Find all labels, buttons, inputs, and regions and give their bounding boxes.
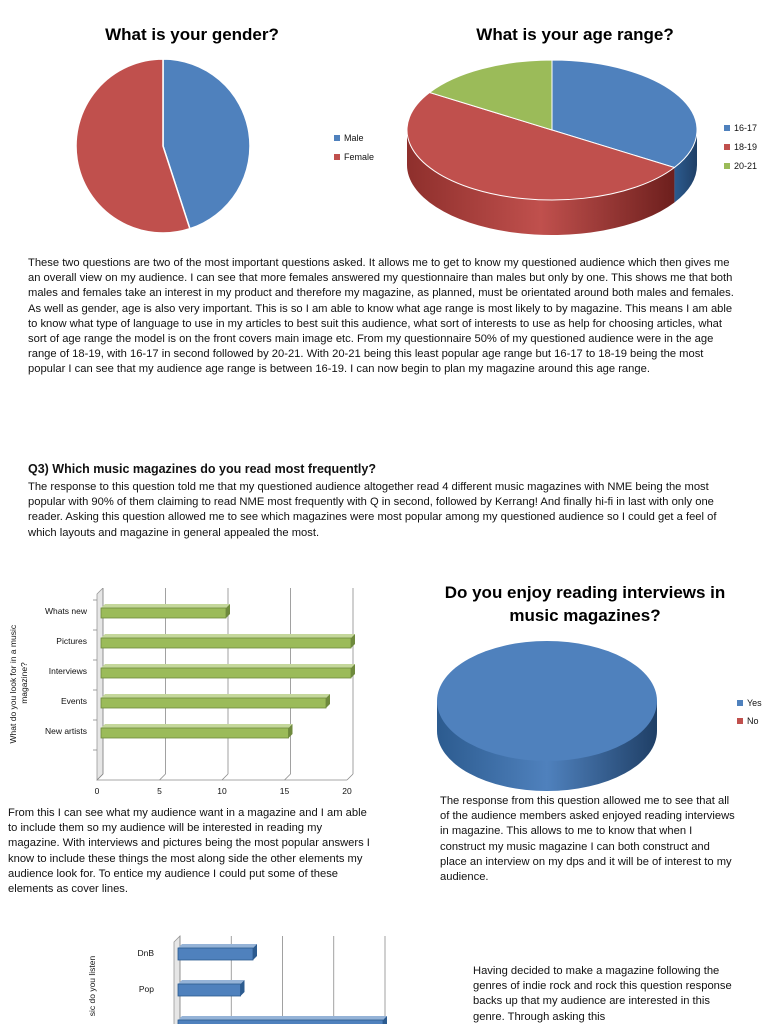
bar-genre-dnb [178, 948, 253, 960]
legend-label-18-19: 18-19 [734, 141, 758, 152]
pie-slice-yes [437, 641, 657, 761]
legend-item-16-17 [724, 118, 757, 137]
bar-top [101, 724, 293, 728]
interviews-legend [737, 694, 762, 730]
genre-axis-title: sic do you listen [87, 955, 97, 1017]
q3-body-paragraph: The response to this question told me that my questioned audience altogether read 4 different music magazines with NME being the most popular with 90% of them claiming to read NME most frequently with Q in second, followed by Kerrang! And finally hi-fi in last with only one reader. Asking this question allowed me to see which magazines were most popular among my questioned audience so I could get a feel of which layouts and magazine in general appealed the most. [28, 481, 717, 539]
category-label: DnB [137, 948, 154, 958]
age-16-17-swatch [724, 125, 730, 131]
age-18-19-swatch [724, 144, 730, 150]
category-label: Events [61, 696, 87, 706]
legend-item-male [334, 128, 374, 147]
gridline-floor [285, 774, 291, 780]
legend-label-no: No [747, 716, 759, 726]
legend-item-female [334, 147, 374, 166]
category-label: Whats new [44, 606, 87, 616]
gender-pie-chart [70, 55, 260, 240]
age-pie-chart [400, 55, 710, 240]
bar-top [101, 694, 330, 698]
look-for-axis-title-line1: What do you look for in a music [8, 624, 18, 744]
category-label: Interviews [48, 666, 87, 676]
interviews-title-line1: Do you enjoy reading interviews in [444, 583, 726, 602]
bar-interviews [101, 668, 351, 678]
gridline-floor [347, 774, 353, 780]
bar-top [178, 944, 257, 948]
x-tick-label: 5 [157, 786, 162, 796]
bar-genre-unlabeled [178, 1020, 383, 1024]
gender-chart-title: What is your gender? [105, 25, 279, 44]
genre-analysis-paragraph: Having decided to make a magazine following the genres of indie rock and rock this question response backs up that my audience are interested in this genre. Through asking this [473, 965, 732, 1023]
female-swatch [334, 154, 340, 160]
male-swatch [334, 135, 340, 141]
bar-top [101, 634, 355, 638]
bar-events [101, 698, 326, 708]
gridline-floor [222, 774, 228, 780]
age-legend [724, 118, 757, 175]
look-for-axis-title [8, 623, 29, 744]
legend-label-yes: Yes [747, 698, 762, 708]
interviews-analysis-paragraph: The response from this question allowed me to see that all of the audience members asked enjoyed reading interviews in magazine. This allows to me to know that when I construct my music magazine I can both construct and place an interview on my dps and it will be of interest to my audience. [440, 795, 735, 884]
look-for-bar-chart [0, 588, 380, 798]
legend-label-20-21: 20-21 [734, 160, 758, 171]
bar-top [178, 980, 245, 984]
legend-item-yes [737, 694, 762, 712]
bar-whats-new [101, 608, 226, 618]
interviews-chart-title [430, 581, 740, 627]
x-tick-label: 20 [342, 786, 352, 796]
legend-label-female: Female [344, 151, 375, 162]
bar-pictures [101, 638, 351, 648]
bar-top [101, 664, 355, 668]
category-label: New artists [44, 726, 87, 736]
gender-age-analysis-paragraph: These two questions are two of the most important questions asked. It allows me to get to know my questioned audience which then gives me an overall view on my audience. I can see that more females answered my questionnaire than males but only by one. This shows me that both males and females take an interest in my product and therefore my magazine, as planned, must be orientated around both males and females. As well as gender, age is also very important. This is so I am able to know what age range is most likely to by magazine. This means I am able to know what type of language to use in my articles to best suit this audience, what sort of interests to use as help for choosing articles, what sort of age range the model is on the front covers main image etc. From my questionnaire 50% of my questioned audience were in the age range of 18-19, with 16-17 in second followed by 20-21. With 20-21 being this least popular age range but 16-17 to 18-19 being the most popular I can see that my audience age range is between 16-19. I can now begin to plan my magazine around this age range. [28, 257, 734, 376]
bar-top [178, 1016, 387, 1020]
legend-label-male: Male [344, 132, 364, 143]
category-label: Pictures [56, 636, 87, 646]
interviews-title-line2: music magazines? [509, 606, 661, 625]
x-tick-label: 10 [217, 786, 227, 796]
category-label: Pop [138, 984, 154, 994]
legend-item-20-21 [724, 156, 757, 175]
genre-bar-chart [80, 934, 400, 1024]
x-tick-label: 0 [94, 786, 100, 796]
look-for-axis-title-line2: magazine? [19, 662, 29, 704]
bar-genre-pop [178, 984, 241, 996]
legend-label-16-17: 16-17 [734, 122, 758, 133]
look-for-analysis-paragraph: From this I can see what my audience want in a magazine and I am able to include them so my audience will be interested in reading my magazine. With interviews and pictures being the most popular answers I know to include these things the most along side the other elements my audience look for. To entice my audience I could put some of these elements as cover lines. [8, 807, 370, 896]
legend-item-no [737, 712, 762, 730]
age-chart-title: What is your age range? [476, 25, 674, 44]
gridline-floor [160, 774, 166, 780]
bar-top [101, 604, 230, 608]
interviews-pie-chart [435, 635, 700, 795]
legend-item-18-19 [724, 137, 757, 156]
no-swatch [737, 718, 743, 724]
gender-legend [334, 128, 374, 166]
age-20-21-swatch [724, 163, 730, 169]
x-tick-label: 15 [279, 786, 290, 796]
yes-swatch [737, 700, 743, 706]
q3-heading: Q3) Which music magazines do you read most frequently? [28, 462, 376, 476]
bar-new-artists [101, 728, 289, 738]
